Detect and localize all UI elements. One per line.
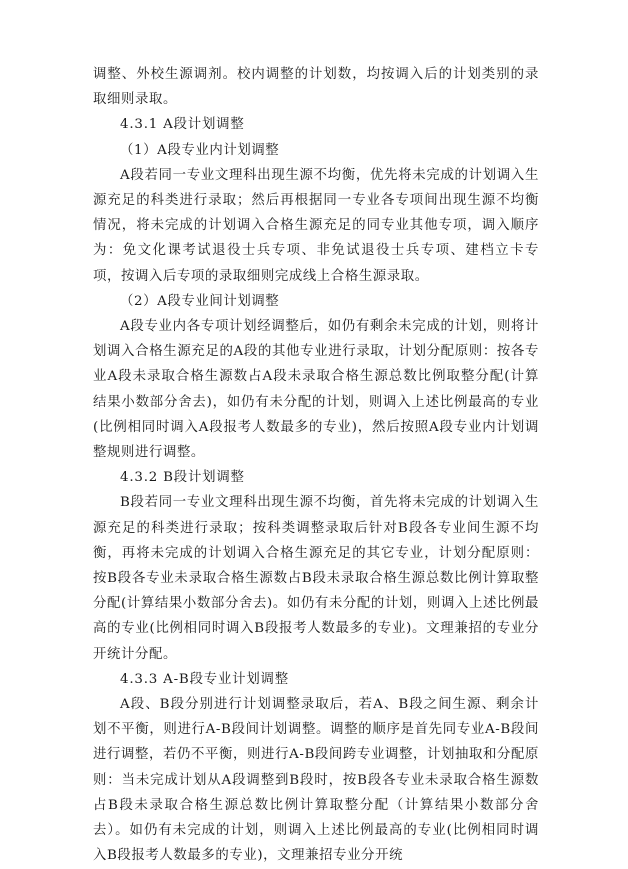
subheading-a-between-majors: （2）A段专业间计划调整 bbox=[120, 293, 280, 309]
section-heading-4-3-1: 4.3.1 A段计划调整 bbox=[120, 117, 245, 133]
paragraph-a-within-major: A段若同一专业文理科出现生源不均衡，优先将未完成的计划调入生源充足的科类进行录取；然后再根据同一专业各专项间出现生源不均衡情况，将未完成的计划调入合格生源充足的同专业其他专项，调入顺序为：免文化课考试退役士兵专项、非免试退役士兵专项、建档立卡专项，按调入后专项的录取细则完成线上合格生源录取。 bbox=[93, 167, 539, 284]
paragraph-b-adjustment: B段若同一专业文理科出现生源不均衡，首先将未完成的计划调入生源充足的科类进行录取；按科类调整录取后针对B段各专业间生源不均衡，再将未完成的计划调入合格生源充足的其它专业，计划分配原则：按B段各专业未录取合格生源数占B段未录取合格生源总数比例计算取整分配(计算结果小数部分舍去)。如仍有未分配的计划，则调入上述比例最高的专业(比例相同时调入B段报考人数最多的专业)。文理兼招的专业分开统计分配。 bbox=[93, 495, 539, 662]
paragraph-ab-adjustment: A段、B段分别进行计划调整录取后，若A、B段之间生源、剩余计划不平衡，则进行A-B段间计划调整。调整的顺序是首先同专业A-B段间进行调整，若仍不平衡，则进行A-B段间跨专业调整，计划抽取和分配原则：当未完成计划从A段调整到B段时，按B段各专业未录取合格生源数占B段未录取合格生源总数比例计算取整分配（计算结果小数部分舍去）。如仍有未完成的计划，则调入上述比例最高的专业(比例相同时调入B段报考人数最多的专业)，文理兼招专业分开统 bbox=[93, 697, 539, 864]
section-heading-4-3-3: 4.3.3 A-B段专业计划调整 bbox=[120, 671, 289, 687]
paragraph-a-between-majors: A段专业内各专项计划经调整后，如仍有剩余未完成的计划，则将计划调入合格生源充足的A段的其他专业进行录取，计划分配原则：按各专业A段未录取合格生源数占A段未录取合格生源总数比例取整分配(计算结果小数部分舍去)，如仍有未分配的计划，则调入上述比例最高的专业(比例相同时调入A段报考人数最多的专业)，然后按照A段专业内计划调整规则进行调整。 bbox=[93, 319, 539, 461]
section-heading-4-3-2: 4.3.2 B段计划调整 bbox=[120, 470, 245, 486]
subheading-a-within-major: （1）A段专业内计划调整 bbox=[120, 142, 280, 158]
paragraph-intro: 调整、外校生源调剂。校内调整的计划数，均按调入后的计划类别的录取细则录取。 bbox=[93, 67, 539, 108]
document-page bbox=[93, 62, 539, 869]
